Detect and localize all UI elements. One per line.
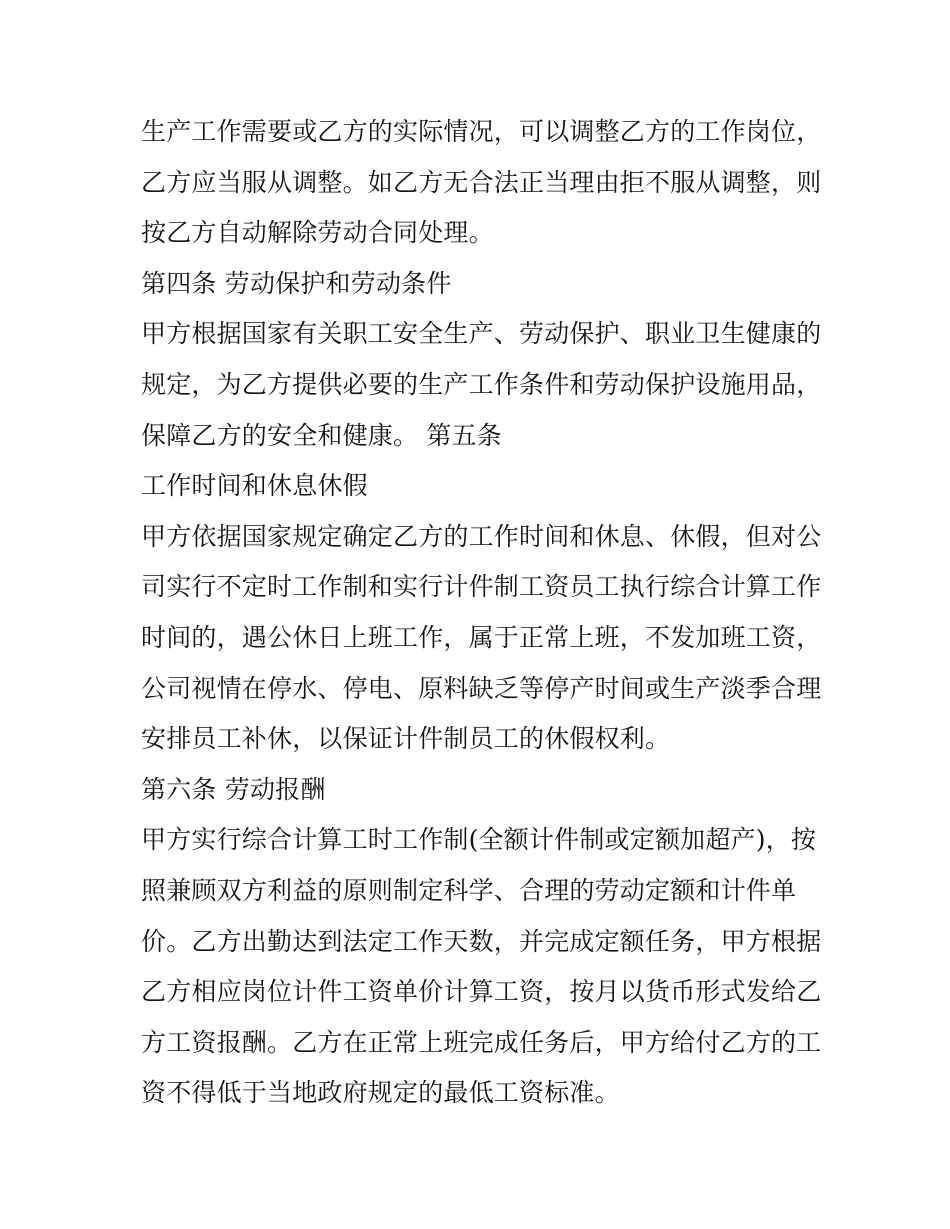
- text-line: 时间的，遇公休日上班工作，属于正常上班，不发加班工资，: [141, 622, 822, 652]
- text-line: 保障乙方的安全和健康。 第五条: [141, 420, 502, 450]
- text-line: 甲方实行综合计算工时工作制(全额计件制或定额加超产)，按: [141, 825, 817, 855]
- text-line: 价。乙方出勤达到法定工作天数，并完成定额任务，甲方根据: [141, 926, 822, 956]
- text-line: 资不得低于当地政府规定的最低工资标准。: [141, 1078, 620, 1108]
- section-heading-article-4: 第四条 劳动保护和劳动条件: [141, 268, 452, 298]
- document-body: [141, 107, 821, 1119]
- text-line: 按乙方自动解除劳动合同处理。: [141, 218, 494, 248]
- text-line: 公司视情在停水、停电、原料缺乏等停产时间或生产淡季合理: [141, 673, 822, 703]
- section-heading-article-6: 第六条 劳动报酬: [141, 774, 326, 804]
- text-line: 安排员工补休，以保证计件制员工的休假权利。: [141, 724, 671, 754]
- text-line: 照兼顾双方利益的原则制定科学、合理的劳动定额和计件单: [141, 875, 797, 905]
- text-line: 生产工作需要或乙方的实际情况，可以调整乙方的工作岗位，: [141, 117, 822, 146]
- text-line: 规定，为乙方提供必要的生产工作条件和劳动保护设施用品，: [141, 369, 822, 399]
- section-heading-article-5: 工作时间和休息休假: [141, 471, 368, 501]
- text-line: 司实行不定时工作制和实行计件制工资员工执行综合计算工作: [141, 572, 822, 602]
- text-line: 甲方依据国家规定确定乙方的工作时间和休息、休假，但对公: [141, 521, 822, 551]
- text-line: 乙方应当服从调整。如乙方无合法正当理由拒不服从调整，则: [141, 167, 822, 197]
- text-line: 乙方相应岗位计件工资单价计算工资，按月以货币形式发给乙: [141, 977, 822, 1007]
- text-line: 方工资报酬。乙方在正常上班完成任务后，甲方给付乙方的工: [141, 1027, 822, 1057]
- text-line: 甲方根据国家有关职工安全生产、劳动保护、职业卫生健康的: [141, 319, 822, 349]
